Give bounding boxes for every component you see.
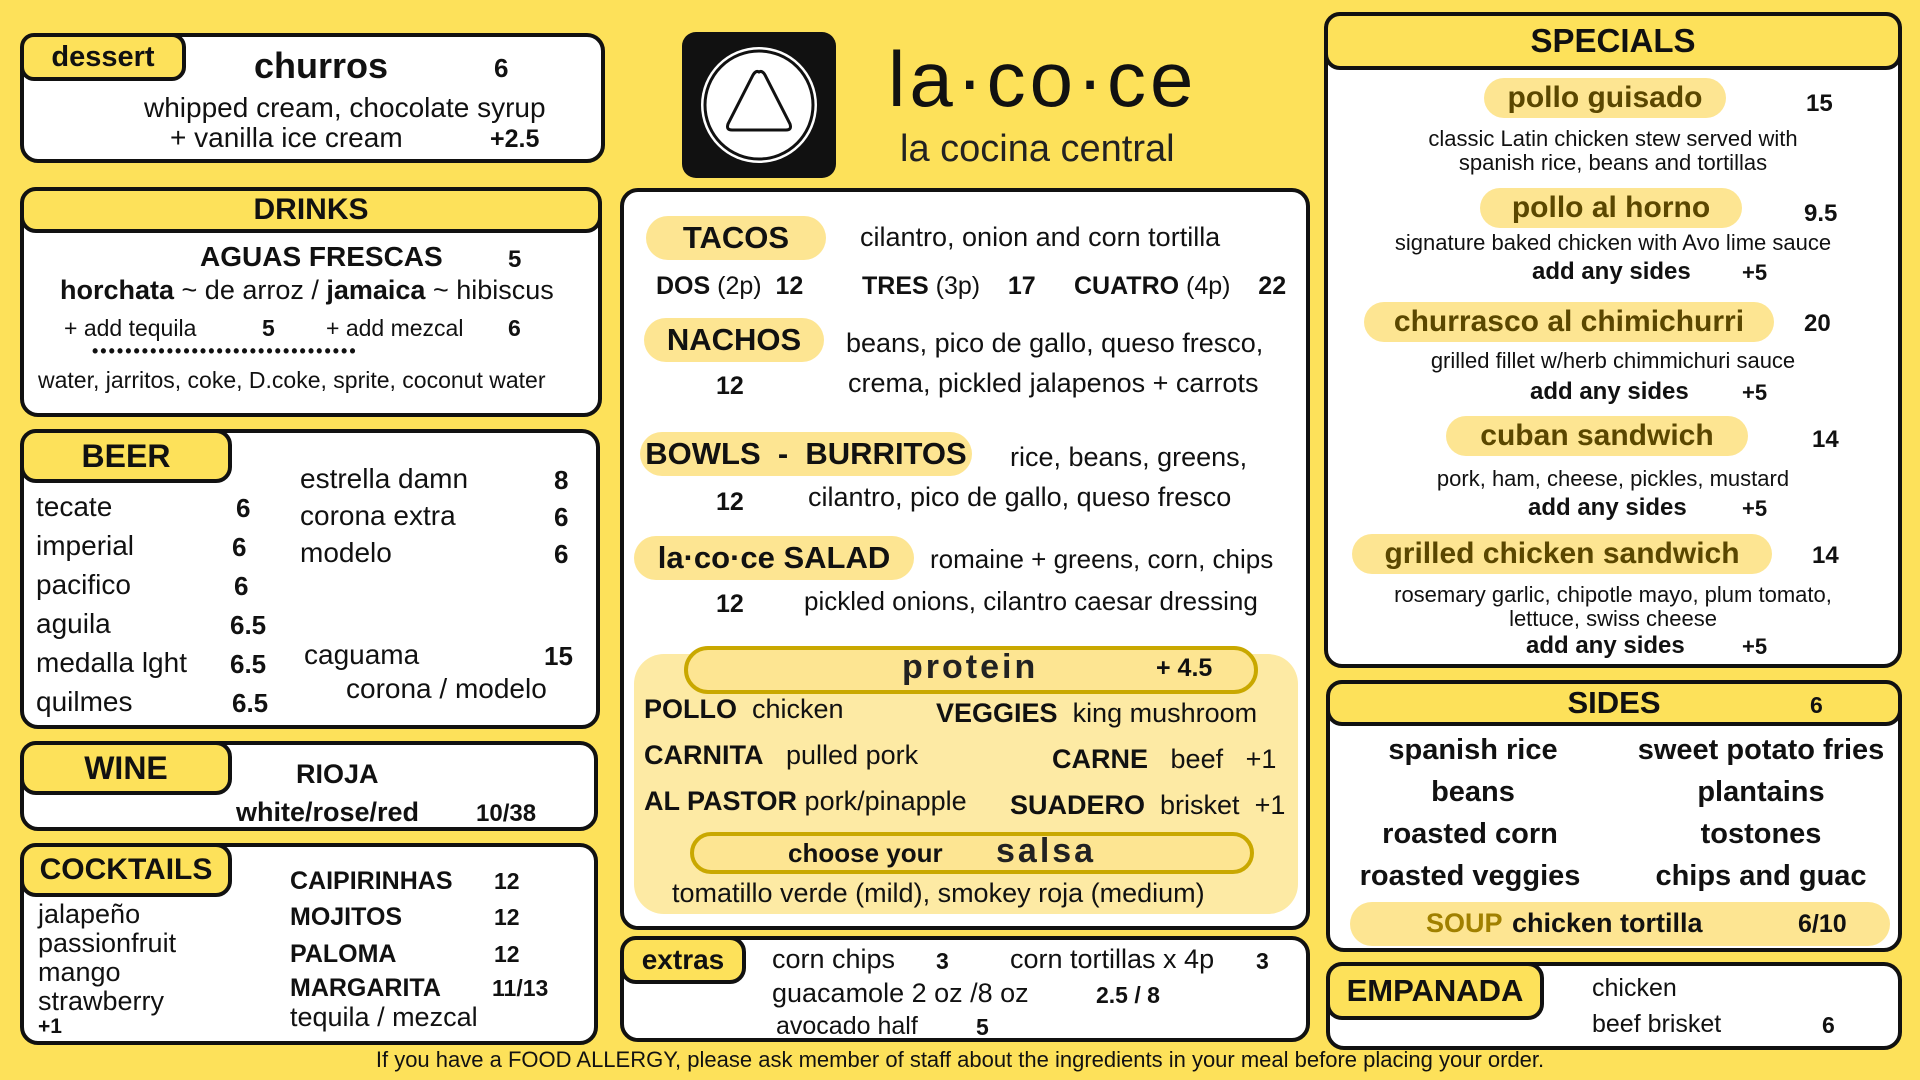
- extra-corn-chips: corn chips: [772, 944, 896, 974]
- beer-name-corona: corona extra: [300, 500, 456, 531]
- protein-pollo: POLLO chicken: [644, 694, 844, 724]
- wine-panel: [20, 741, 598, 831]
- special-churrasco-desc: grilled fillet w/herb chimmichuri sauce: [1430, 348, 1796, 373]
- tacos-dos: DOS (2p) 12: [656, 272, 804, 300]
- soup-price: 6/10: [1798, 910, 1847, 938]
- salad-desc-2: pickled onions, cilantro caesar dressing: [804, 586, 1258, 616]
- flavor-strawberry: strawberry: [38, 986, 165, 1016]
- salsa-label: salsa: [996, 832, 1097, 870]
- flavor-price: +1: [38, 1015, 62, 1038]
- wine-types: white/rose/red: [236, 797, 420, 827]
- beer-name-pacifico: pacifico: [36, 569, 131, 600]
- churros-price: 6: [494, 53, 509, 83]
- protein-veggies: VEGGIES king mushroom: [936, 698, 1258, 728]
- caguama-desc: corona / modelo: [346, 673, 547, 704]
- triangle-logo-icon: [682, 32, 836, 178]
- special-pollo-al-horno: pollo al horno: [1480, 188, 1742, 228]
- side-sweet-potato-fries: sweet potato fries: [1637, 734, 1885, 766]
- add-mezcal: + add mezcal: [326, 315, 464, 341]
- empanada-price: 6: [1822, 1012, 1835, 1038]
- empanada-tab: EMPANADA: [1326, 962, 1544, 1020]
- special-churrasco-price: 20: [1804, 310, 1831, 337]
- cocktail-margarita: MARGARITA: [290, 974, 441, 1002]
- extra-corn-chips-price: 3: [936, 948, 949, 974]
- tacos-cuatro: CUATRO (4p) 22: [1074, 272, 1287, 300]
- beer-name-tecate: tecate: [36, 491, 113, 522]
- special-grilled-chicken-sandwich-desc-1: rosemary garlic, chipotle mayo, plum tomato,: [1394, 582, 1832, 607]
- special-churrasco-sides: add any sides: [1530, 378, 1689, 405]
- churros-name: churros: [254, 45, 389, 86]
- special-churrasco-sides-price: +5: [1742, 380, 1768, 405]
- beer-panel: [20, 429, 600, 729]
- beer-name-imperial: imperial: [36, 530, 135, 561]
- drinks-panel: [20, 187, 602, 417]
- caguama-name: caguama: [304, 639, 420, 670]
- churros-addon: + vanilla ice cream: [170, 122, 403, 153]
- empanada-beef-brisket: beef brisket: [1592, 1010, 1722, 1038]
- salsa-bar: [690, 832, 1254, 874]
- specials-panel: [1324, 12, 1902, 668]
- sides-title-bar: SIDES: [1326, 680, 1902, 726]
- protein-suadero: SUADERO brisket +1: [1010, 790, 1286, 820]
- beer-price-imperial: 6: [232, 532, 247, 562]
- drinks-title-bar: DRINKS: [20, 187, 602, 233]
- side-spanish-rice: spanish rice: [1388, 734, 1558, 766]
- empanada-chicken: chicken: [1592, 974, 1677, 1002]
- special-pollo-al-horno-desc: signature baked chicken with Avo lime sauce: [1394, 230, 1832, 255]
- wine-name: RIOJA: [296, 759, 379, 789]
- allergy-notice: If you have a FOOD ALLERGY, please ask member of staff about the ingredients in your meal before placing your order.: [375, 1047, 1545, 1072]
- flavor-jalapeno: jalapeño: [38, 899, 141, 929]
- tacos-tres: TRES (3p) 17: [862, 272, 1036, 300]
- beer-price-estrella: 8: [554, 465, 569, 495]
- logo-wordmark: la·co·ce: [888, 35, 1198, 123]
- special-cuban-sandwich-desc: pork, ham, cheese, pickles, mustard: [1436, 466, 1790, 491]
- beer-price-quilmes: 6.5: [232, 688, 269, 718]
- nachos-desc-2: crema, pickled jalapenos + carrots: [848, 368, 1259, 398]
- side-roasted-veggies: roasted veggies: [1359, 860, 1581, 892]
- add-tequila-price: 5: [262, 315, 275, 341]
- special-cuban-sandwich-sides-price: +5: [1742, 496, 1768, 521]
- caguama-price: 15: [544, 641, 573, 671]
- wine-price: 10/38: [476, 800, 537, 827]
- special-grilled-chicken-sandwich-desc-2: lettuce, swiss cheese: [1509, 606, 1717, 631]
- main-menu-panel: [620, 188, 1310, 930]
- salad-label: la·co·ce SALAD: [634, 536, 914, 580]
- cocktail-paloma-price: 12: [494, 941, 520, 967]
- extra-avocado: avocado half: [776, 1012, 918, 1040]
- beer-price-tecate: 6: [236, 493, 251, 523]
- protein-pastor: AL PASTOR pork/pinapple: [644, 786, 967, 816]
- flavor-mango: mango: [38, 957, 121, 987]
- dotted-divider: ••••••••••••••••••••••••••••••••: [92, 341, 358, 361]
- churros-addon-price: +2.5: [490, 125, 540, 153]
- specials-title-bar: SPECIALS: [1324, 12, 1902, 70]
- special-grilled-chicken-sandwich-price: 14: [1812, 542, 1839, 569]
- protein-label: protein: [902, 648, 1039, 686]
- extra-avocado-price: 5: [976, 1014, 989, 1040]
- salsa-choose: choose your: [788, 838, 943, 868]
- churros-desc: whipped cream, chocolate syrup: [144, 92, 546, 123]
- cocktails-tab: COCKTAILS: [20, 843, 232, 897]
- extra-guacamole: guacamole 2 oz /8 oz: [772, 978, 1029, 1008]
- extra-tortillas-price: 3: [1256, 948, 1269, 974]
- cocktail-caipirinhas: CAIPIRINHAS: [290, 867, 453, 895]
- salad-price: 12: [716, 590, 744, 618]
- special-pollo-guisado-price: 15: [1806, 90, 1833, 117]
- bowls-desc-2: cilantro, pico de gallo, queso fresco: [808, 482, 1232, 512]
- nachos-label: NACHOS: [644, 318, 824, 362]
- extras-panel: [620, 936, 1310, 1042]
- protein-price: + 4.5: [1156, 654, 1213, 682]
- beer-price-corona: 6: [554, 502, 569, 532]
- salad-desc-1: romaine + greens, corn, chips: [930, 544, 1274, 574]
- special-pollo-guisado: pollo guisado: [1484, 78, 1726, 118]
- side-tostones: tostones: [1700, 818, 1822, 850]
- cocktail-mojitos: MOJITOS: [290, 903, 403, 931]
- cocktail-base: tequila / mezcal: [290, 1002, 478, 1032]
- cocktails-panel: [20, 843, 598, 1045]
- dessert-panel: [20, 33, 605, 163]
- aguas-flavors: horchata ~ de arroz / jamaica ~ hibiscus: [60, 275, 554, 305]
- add-mezcal-price: 6: [508, 315, 521, 341]
- side-roasted-corn: roasted corn: [1382, 818, 1558, 850]
- soup-name: chicken tortilla: [1512, 908, 1703, 938]
- empanada-panel: [1326, 962, 1902, 1050]
- salsa-desc: tomatillo verde (mild), smokey roja (medium): [672, 878, 1205, 908]
- extra-guacamole-price: 2.5 / 8: [1096, 982, 1160, 1008]
- special-grilled-chicken-sandwich-sides: add any sides: [1526, 632, 1685, 659]
- cocktail-margarita-price: 11/13: [492, 975, 549, 1001]
- beer-price-medalla: 6.5: [230, 649, 267, 679]
- add-tequila: + add tequila: [64, 315, 197, 341]
- bowls-burritos-label: BOWLS - BURRITOS: [640, 432, 972, 476]
- beer-name-medalla: medalla lght: [36, 647, 187, 678]
- protein-carnita: CARNITA pulled pork: [644, 740, 919, 770]
- beer-price-pacifico: 6: [234, 571, 249, 601]
- cocktail-mojitos-price: 12: [494, 904, 520, 930]
- aguas-price: 5: [508, 246, 522, 273]
- cocktail-paloma: PALOMA: [290, 940, 397, 968]
- nachos-price: 12: [716, 372, 744, 400]
- logo-tagline: la cocina central: [900, 128, 1175, 170]
- beer-price-aguila: 6.5: [230, 610, 267, 640]
- special-cuban-sandwich: cuban sandwich: [1446, 416, 1748, 456]
- special-cuban-sandwich-price: 14: [1812, 426, 1839, 453]
- beer-name-quilmes: quilmes: [36, 686, 133, 717]
- beer-name-modelo: modelo: [300, 537, 392, 568]
- side-beans: beans: [1431, 776, 1515, 808]
- aguas-frescas: AGUAS FRESCAS: [200, 241, 443, 272]
- tacos-label: TACOS: [646, 216, 826, 260]
- tacos-desc: cilantro, onion and corn tortilla: [860, 222, 1221, 252]
- beer-name-estrella: estrella damn: [300, 463, 469, 494]
- special-cuban-sandwich-sides: add any sides: [1528, 494, 1687, 521]
- bowls-price: 12: [716, 488, 744, 516]
- logo-mark: [682, 32, 836, 178]
- beer-price-modelo: 6: [554, 539, 569, 569]
- special-pollo-al-horno-sides: add any sides: [1532, 258, 1691, 285]
- sides-panel: [1326, 680, 1902, 952]
- special-pollo-guisado-desc-2: spanish rice, beans and tortillas: [1458, 150, 1768, 175]
- special-pollo-al-horno-sides-price: +5: [1742, 260, 1768, 285]
- protein-carne: CARNE beef +1: [1052, 744, 1277, 774]
- flavor-passionfruit: passionfruit: [38, 928, 177, 958]
- special-grilled-chicken-sandwich: grilled chicken sandwich: [1352, 534, 1772, 574]
- sodas-list: water, jarritos, coke, D.coke, sprite, coconut water: [38, 367, 546, 393]
- dessert-tab: dessert: [20, 33, 186, 81]
- bowls-desc-1: rice, beans, greens,: [1010, 442, 1248, 472]
- nachos-desc-1: beans, pico de gallo, queso fresco,: [846, 328, 1264, 358]
- extras-tab: extras: [620, 936, 746, 984]
- special-pollo-guisado-desc-1: classic Latin chicken stew served with: [1428, 126, 1798, 151]
- beer-tab: BEER: [20, 429, 232, 483]
- special-grilled-chicken-sandwich-sides-price: +5: [1742, 634, 1768, 659]
- extra-tortillas: corn tortillas x 4p: [1010, 944, 1215, 974]
- soup-label: SOUP: [1426, 908, 1503, 938]
- sides-price: 6: [1810, 692, 1823, 718]
- special-churrasco: churrasco al chimichurri: [1364, 302, 1774, 342]
- wine-tab: WINE: [20, 741, 232, 795]
- beer-name-aguila: aguila: [36, 608, 111, 639]
- cocktail-caipirinhas-price: 12: [494, 868, 520, 894]
- side-plantains: plantains: [1697, 776, 1825, 808]
- side-chips-and-guac: chips and guac: [1655, 860, 1867, 892]
- special-pollo-al-horno-price: 9.5: [1804, 200, 1838, 227]
